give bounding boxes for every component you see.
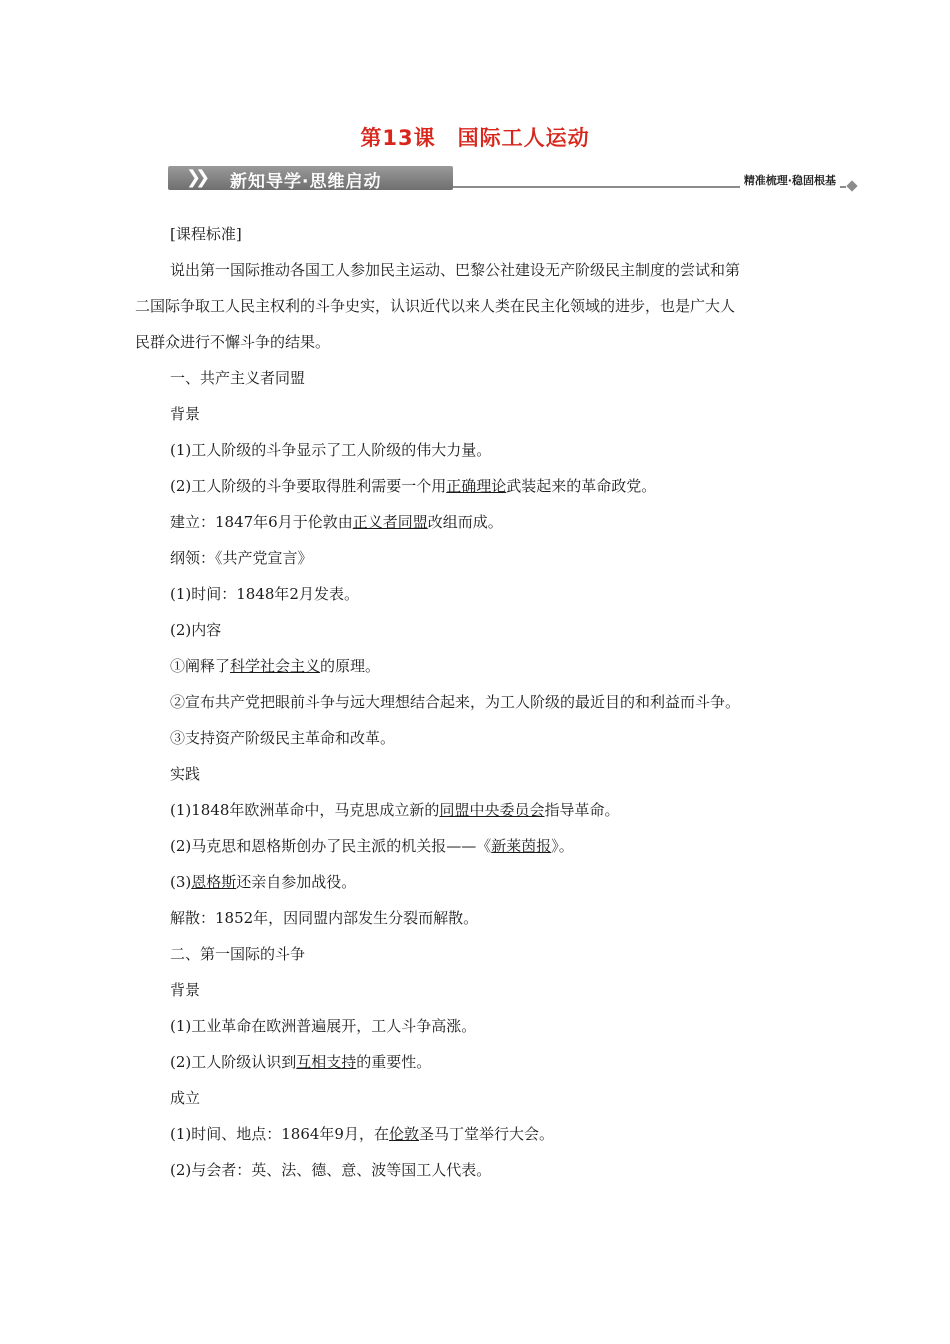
text-run: ①阐释了 xyxy=(170,657,231,675)
paragraph xyxy=(135,288,820,324)
text-run: 指导革命。 xyxy=(544,801,620,819)
text-run: 民群众进行不懈斗争的结果。 xyxy=(135,333,331,351)
paragraph xyxy=(135,1116,820,1152)
paragraph xyxy=(135,1008,820,1044)
underlined-term: 科学社会主义 xyxy=(230,657,321,675)
paragraph xyxy=(135,828,820,864)
paragraph xyxy=(135,936,820,972)
diamond-icon xyxy=(846,180,857,191)
text-run: (1)时间：1848年2月发表。 xyxy=(170,585,359,603)
text-run: 的重要性。 xyxy=(356,1053,432,1071)
paragraph xyxy=(135,756,820,792)
text-run: 实践 xyxy=(170,765,201,783)
paragraph xyxy=(135,1152,820,1188)
text-run: 还亲自参加战役。 xyxy=(236,873,357,891)
paragraph xyxy=(135,864,820,900)
text-run: 二、第一国际的斗争 xyxy=(170,945,306,963)
banner-bar xyxy=(168,166,453,190)
text-run: ③支持资产阶级民主革命和改革。 xyxy=(170,729,396,747)
section-banner xyxy=(168,166,858,192)
text-run: (3) xyxy=(170,873,192,891)
underlined-term: 互相支持 xyxy=(296,1053,357,1071)
paragraph xyxy=(135,720,820,756)
text-run: 改组而成。 xyxy=(427,513,503,531)
underlined-term: 新莱茵报 xyxy=(491,837,552,855)
text-run: 说出第一国际推动各国工人参加民主运动、巴黎公社建设无产阶级民主制度的尝试和第 xyxy=(170,261,741,279)
text-run: 背景 xyxy=(170,405,201,423)
text-run: (1)1848年欧洲革命中，马克思成立新的 xyxy=(170,801,440,819)
underlined-term: 同盟中央委员会 xyxy=(439,801,545,819)
paragraph xyxy=(135,324,820,360)
paragraph xyxy=(135,1080,820,1116)
underlined-term: 正义者同盟 xyxy=(352,513,428,531)
paragraph xyxy=(135,432,820,468)
text-run: (2)工人阶级的斗争要取得胜利需要一个用 xyxy=(170,477,447,495)
text-run: 建立：1847年6月于伦敦由 xyxy=(170,513,353,531)
text-run: [课程标准] xyxy=(170,225,242,243)
paragraph xyxy=(135,468,820,504)
text-run: (2)马克思和恩格斯创办了民主派的机关报——《 xyxy=(170,837,492,855)
paragraph xyxy=(135,504,820,540)
text-run: 一、共产主义者同盟 xyxy=(170,369,306,387)
paragraph xyxy=(135,684,820,720)
paragraph xyxy=(135,252,820,288)
text-run: 武装起来的革命政党。 xyxy=(506,477,657,495)
text-run: (2)与会者：英、法、德、意、波等国工人代表。 xyxy=(170,1161,492,1179)
paragraph xyxy=(135,216,820,252)
text-run: 二国际争取工人民主权利的斗争史实，认识近代以来人类在民主化领域的进步，也是广大人 xyxy=(135,297,736,315)
underlined-term: 正确理论 xyxy=(446,477,507,495)
document-body xyxy=(135,216,820,1188)
paragraph xyxy=(135,1044,820,1080)
underlined-term: 恩格斯 xyxy=(191,873,237,891)
lesson-title: 第13课 国际工人运动 xyxy=(360,126,590,150)
text-run: 》。 xyxy=(551,837,574,855)
paragraph xyxy=(135,972,820,1008)
text-run: (2)工人阶级认识到 xyxy=(170,1053,297,1071)
underlined-term: 伦敦 xyxy=(388,1125,419,1143)
text-run: ②宣布共产党把眼前斗争与远大理想结合起来，为工人阶级的最近目的和利益而斗争。 xyxy=(170,693,741,711)
banner-right-label: 精准梳理·稳固根基 xyxy=(740,172,840,188)
paragraph xyxy=(135,540,820,576)
text-run: 解散：1852年，因同盟内部发生分裂而解散。 xyxy=(170,909,479,927)
text-run: 背景 xyxy=(170,981,201,999)
paragraph xyxy=(135,612,820,648)
paragraph xyxy=(135,576,820,612)
text-run: 成立 xyxy=(170,1089,201,1107)
text-run: (1)时间、地点：1864年9月，在 xyxy=(170,1125,389,1143)
banner-left-label: 新知导学·思维启动 xyxy=(230,172,382,192)
text-run: 的原理。 xyxy=(320,657,381,675)
paragraph xyxy=(135,648,820,684)
text-run: (2)内容 xyxy=(170,621,222,639)
text-run: 圣马丁堂举行大会。 xyxy=(418,1125,554,1143)
text-run: (1)工业革命在欧洲普遍展开，工人斗争高涨。 xyxy=(170,1017,477,1035)
paragraph xyxy=(135,900,820,936)
paragraph xyxy=(135,792,820,828)
paragraph xyxy=(135,360,820,396)
text-run: 纲领：《共产党宣言》 xyxy=(170,549,313,567)
double-chevron-icon: ❯❯ xyxy=(186,167,205,188)
text-run: (1)工人阶级的斗争显示了工人阶级的伟大力量。 xyxy=(170,441,492,459)
paragraph xyxy=(135,396,820,432)
